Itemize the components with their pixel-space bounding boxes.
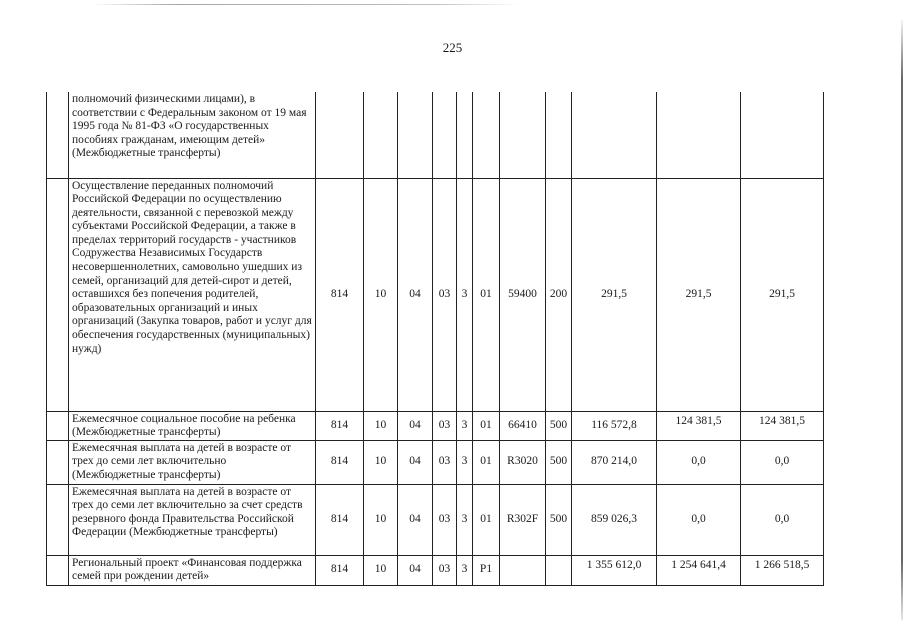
year-1-amount: 116 572,8	[572, 411, 657, 440]
program-code-1: 03	[433, 555, 457, 585]
vr-cell: 200	[546, 178, 572, 411]
row-index-cell	[47, 440, 69, 484]
program-code-3: P1	[473, 555, 500, 585]
year-3-amount: 291,5	[741, 178, 824, 411]
vr-cell: 500	[546, 411, 572, 440]
program-code-3: 01	[473, 178, 500, 411]
rz-cell: 10	[364, 440, 398, 484]
program-code-3: 01	[473, 484, 500, 555]
rz-cell: 10	[364, 178, 398, 411]
year-3-amount: 124 381,5	[741, 411, 824, 440]
program-code-2: 3	[457, 555, 473, 585]
program-code-4	[500, 92, 546, 178]
program-code-2	[457, 92, 473, 178]
vr-cell	[546, 555, 572, 585]
table-row	[47, 92, 824, 178]
program-code-1	[433, 92, 457, 178]
grbs-cell: 814	[316, 178, 364, 411]
year-3-amount	[741, 92, 824, 178]
row-index-cell	[47, 92, 69, 178]
year-1-amount: 870 214,0	[572, 440, 657, 484]
program-code-4: R3020	[500, 440, 546, 484]
row-name: полномочий физическими лицами), в соответствии с Федеральным законом от 19 мая 1995 года № 81-ФЗ «О государственных пособиях гражданам, имеющим детей» (Межбюджетные трансферты)	[69, 92, 316, 178]
table-row	[47, 555, 824, 585]
rz-cell	[364, 92, 398, 178]
rz-cell: 10	[364, 411, 398, 440]
row-name: Ежемесячная выплата на детей в возрасте от трех до семи лет включительно (Межбюджетные трансферты)	[69, 440, 316, 484]
grbs-cell: 814	[316, 484, 364, 555]
table-row	[47, 484, 824, 555]
budget-table	[46, 92, 824, 586]
year-1-amount: 859 026,3	[572, 484, 657, 555]
year-1-amount: 291,5	[572, 178, 657, 411]
grbs-cell: 814	[316, 440, 364, 484]
year-2-amount: 1 254 641,4	[657, 555, 741, 585]
year-2-amount: 0,0	[657, 484, 741, 555]
year-2-amount	[657, 92, 741, 178]
row-name: Региональный проект «Финансовая поддержка семей при рождении детей»	[69, 555, 316, 585]
program-code-3: 01	[473, 411, 500, 440]
rz-cell: 10	[364, 484, 398, 555]
program-code-2: 3	[457, 484, 473, 555]
program-code-4: R302F	[500, 484, 546, 555]
program-code-4: 59400	[500, 178, 546, 411]
vr-cell: 500	[546, 440, 572, 484]
year-1-amount: 1 355 612,0	[572, 555, 657, 585]
page-number: 225	[442, 40, 463, 55]
year-2-amount: 291,5	[657, 178, 741, 411]
program-code-1: 03	[433, 178, 457, 411]
pr-cell: 04	[398, 411, 433, 440]
row-name: Ежемесячная выплата на детей в возрасте от трех до семи лет включительно за счет средств резервного фонда Правительства Российской Федерации (Межбюджетные трансферты)	[69, 484, 316, 555]
program-code-2: 3	[457, 178, 473, 411]
program-code-2: 3	[457, 411, 473, 440]
scan-right-edge	[901, 20, 903, 620]
pr-cell: 04	[398, 178, 433, 411]
table-row	[47, 440, 824, 484]
table-row	[47, 411, 824, 440]
pr-cell: 04	[398, 440, 433, 484]
row-index-cell	[47, 178, 69, 411]
row-index-cell	[47, 484, 69, 555]
row-index-cell	[47, 555, 69, 585]
program-code-3	[473, 92, 500, 178]
year-2-amount: 0,0	[657, 440, 741, 484]
program-code-2: 3	[457, 440, 473, 484]
rz-cell: 10	[364, 555, 398, 585]
pr-cell: 04	[398, 555, 433, 585]
program-code-1: 03	[433, 484, 457, 555]
year-3-amount: 0,0	[741, 440, 824, 484]
pr-cell	[398, 92, 433, 178]
program-code-4	[500, 555, 546, 585]
program-code-4: 66410	[500, 411, 546, 440]
table-row	[47, 178, 824, 411]
vr-cell	[546, 92, 572, 178]
year-3-amount: 0,0	[741, 484, 824, 555]
row-name: Ежемесячное социальное пособие на ребенка (Межбюджетные трансферты)	[69, 411, 316, 440]
program-code-3: 01	[473, 440, 500, 484]
pr-cell: 04	[398, 484, 433, 555]
vr-cell: 500	[546, 484, 572, 555]
row-name: Осуществление переданных полномочий Российской Федерации по осуществлению деятельности, связанной с перевозкой между субъектами Российской Федерации, а также в пределах территорий государств - участников Содружества Независимых Государств несовершеннолетних, самовольно ушедших из семей, организаций для детей-сирот и детей, оставшихся без попечения родителей, образовательных организаций и иных организаций (Закупка товаров, работ и услуг для обеспечения государственных (муниципальных) нужд)	[69, 178, 316, 411]
row-index-cell	[47, 411, 69, 440]
year-2-amount: 124 381,5	[657, 411, 741, 440]
scan-top-edge	[90, 4, 520, 5]
program-code-1: 03	[433, 440, 457, 484]
program-code-1: 03	[433, 411, 457, 440]
grbs-cell: 814	[316, 555, 364, 585]
year-1-amount	[572, 92, 657, 178]
grbs-cell: 814	[316, 411, 364, 440]
grbs-cell	[316, 92, 364, 178]
year-3-amount: 1 266 518,5	[741, 555, 824, 585]
